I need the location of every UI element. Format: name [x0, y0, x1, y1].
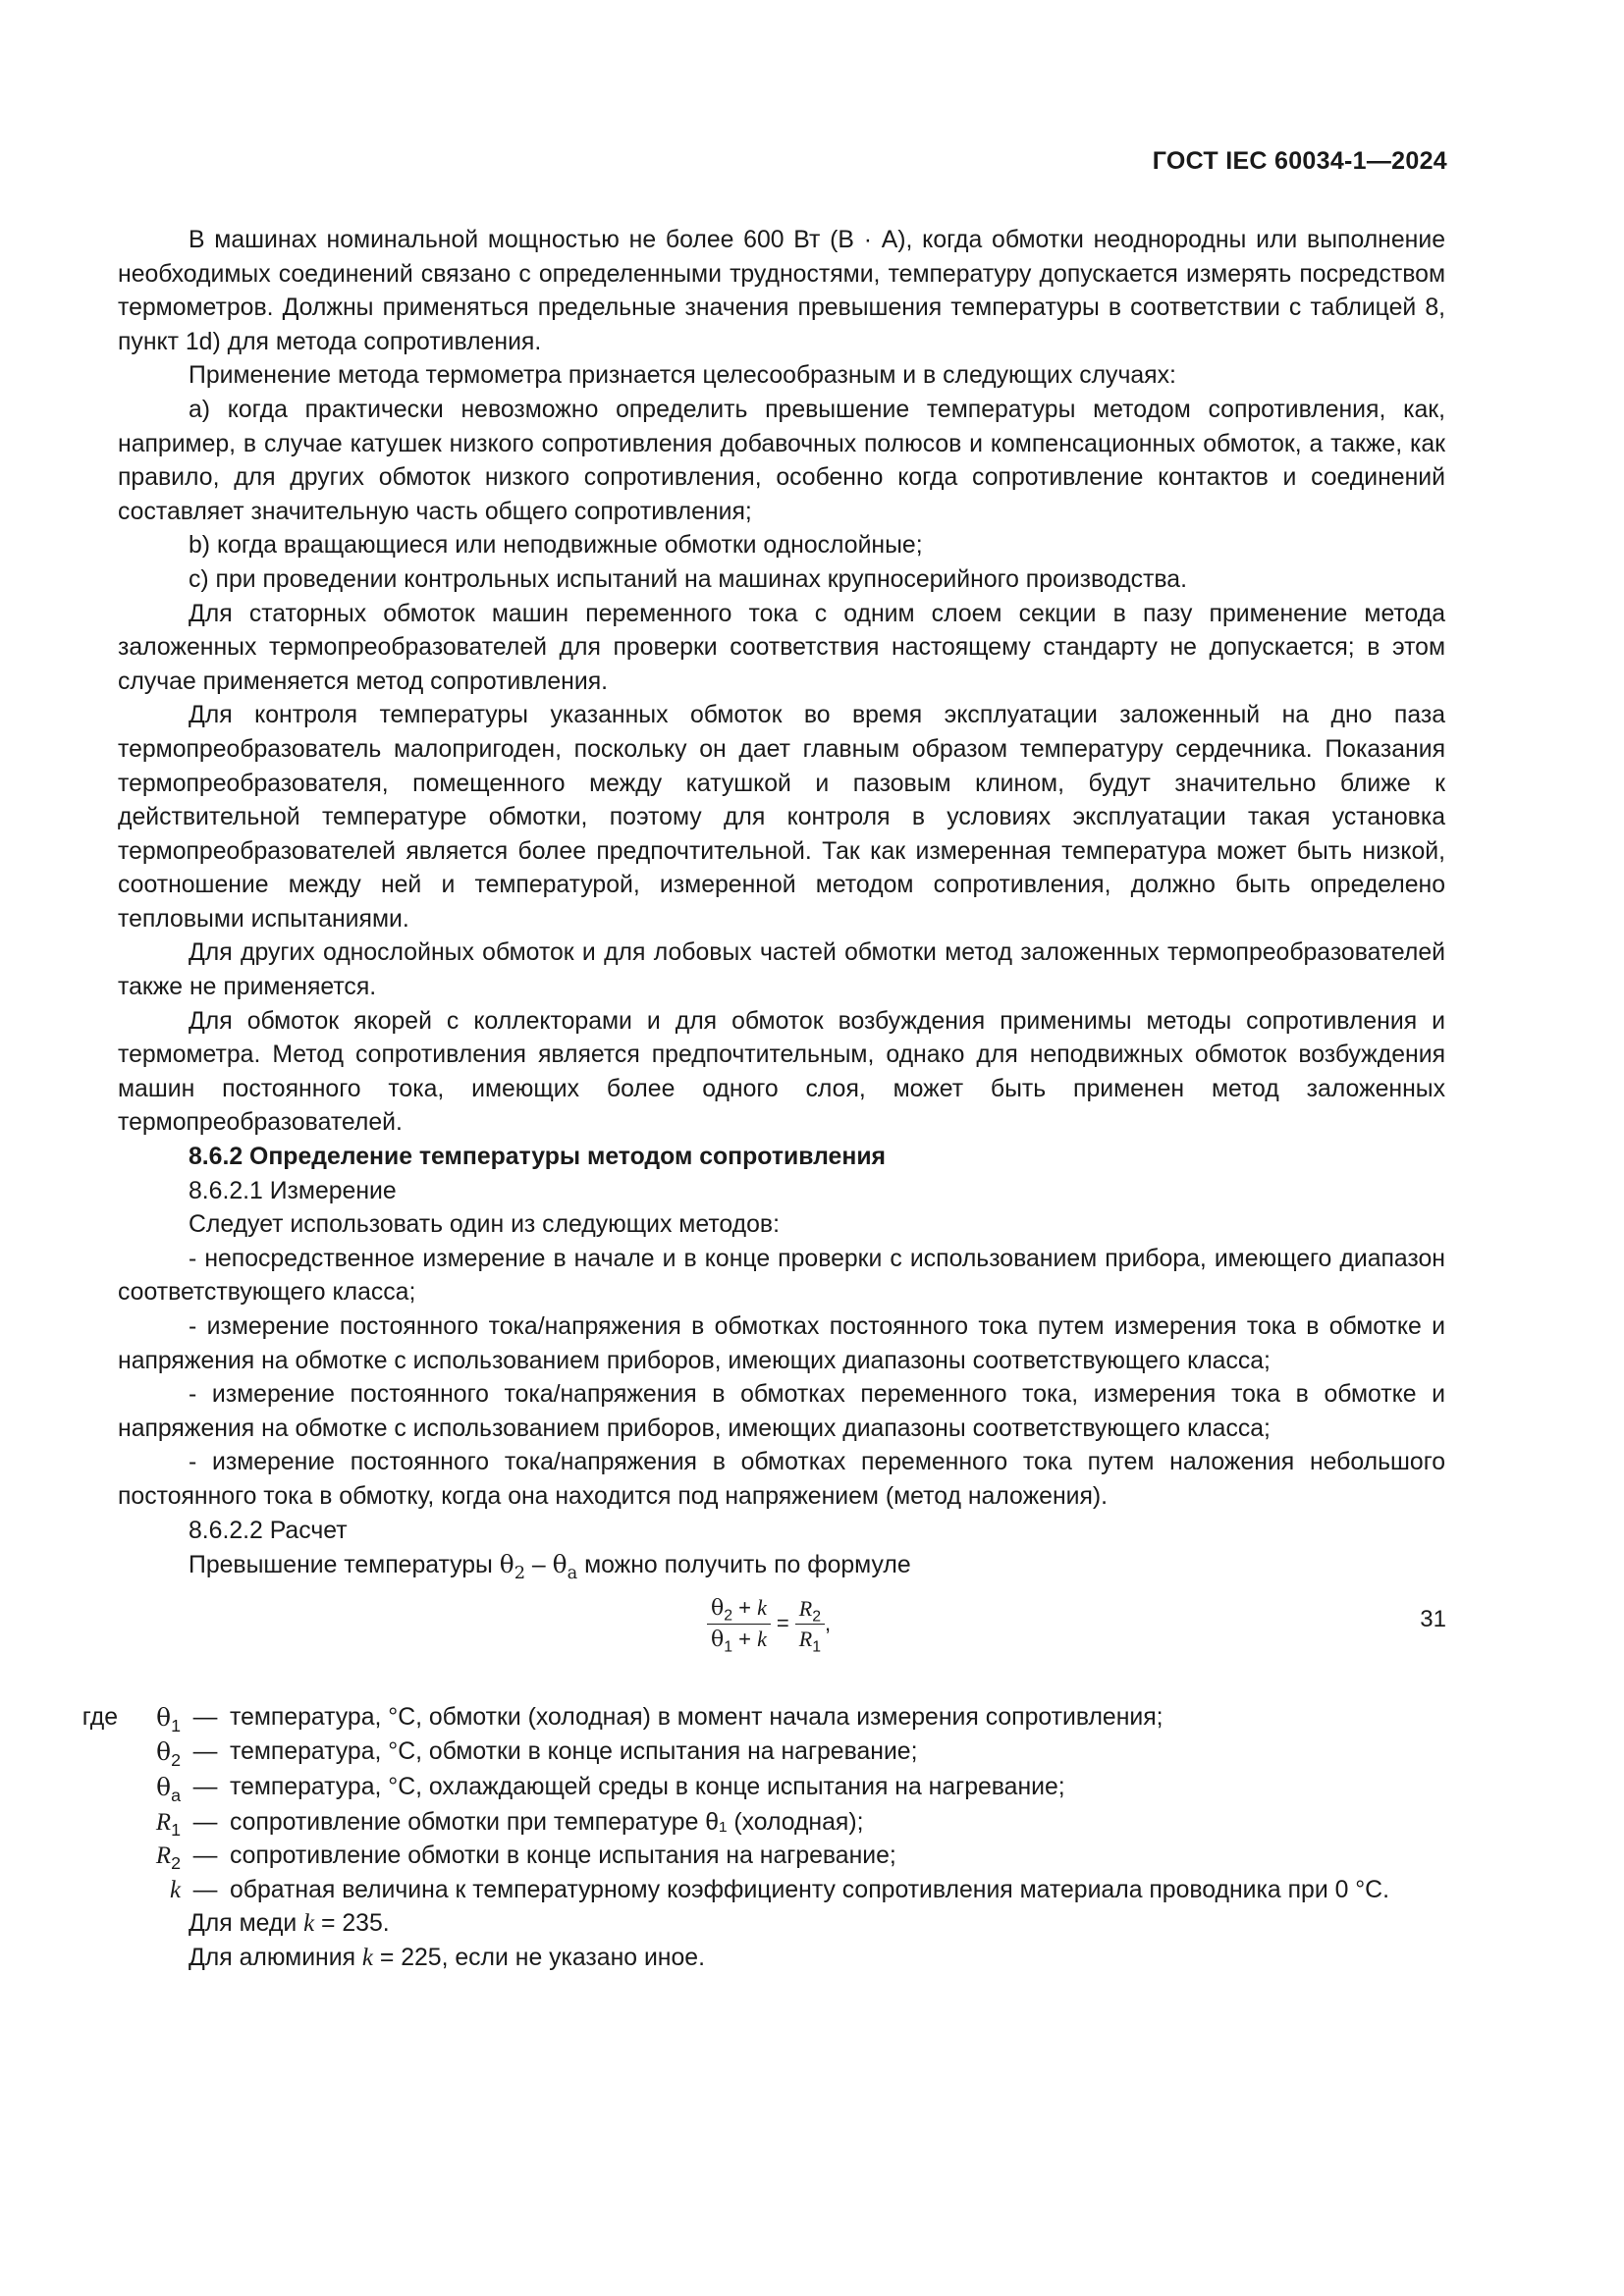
definition-dash: — [192, 1738, 218, 1766]
definition-item [118, 1840, 1445, 1874]
definition-dash: — [192, 1703, 218, 1731]
list-item: c) при проведении контрольных испытаний на машинах крупносерийного производства. [189, 565, 1187, 593]
formula-comma: , [825, 1610, 832, 1635]
definition-text: сопротивление обмотки в конце испытания на нагревание; [230, 1842, 896, 1870]
paragraph: Для обмоток якорей с коллекторами и для обмоток возбуждения применимы методы сопротивления и термометра. Метод сопротивления является предпочтительным, однако для неподвижных обмоток возбуждения машин постоянного тока, имеющих более одного слоя, может быть применен метод заложенных термопреобразователей. [118, 1007, 1445, 1137]
definition-dash: — [192, 1808, 218, 1836]
list-item: a) когда практически невозможно определить превышение температуры методом сопротивления, как, например, в случае катушек низкого сопротивления добавочных полюсов и компенсационных обмоток, а также, как правило, для других обмоток низкого сопротивления, особенно когда сопротивление контактов и соединений составляет значительную часть общего сопротивления; [118, 396, 1445, 525]
formula-right-fraction [795, 1594, 825, 1654]
formula-numerator: $R_2$ [795, 1594, 825, 1625]
definition-item [118, 1771, 1445, 1806]
section-heading: 8.6.2 Определение температуры методом сопротивления [189, 1144, 887, 1171]
subsection-heading: 8.6.2.1 Измерение [189, 1177, 397, 1204]
definition-item [118, 1735, 1445, 1771]
list-item: - измерение постоянного тока/напряжения в обмотках постоянного тока путем измерения тока в обмотке и напряжения на обмотке с использованием приборов, имеющих диапазоны соответствующего класса; [118, 1313, 1445, 1374]
page-number: 31 [1420, 1606, 1446, 1632]
definition-text: сопротивление обмотки при температуре θ₁ (холодная); [230, 1808, 864, 1836]
definition-dash: — [192, 1876, 218, 1903]
definition-symbol: $\theta_1$ [156, 1702, 181, 1735]
definition-item [118, 1806, 1445, 1841]
formula-left-fraction [707, 1593, 771, 1655]
definition-text: температура, °С, обмотки (холодная) в момент начала измерения сопротивления; [230, 1703, 1164, 1731]
paragraph: Следует использовать один из следующих методов: [189, 1211, 780, 1239]
definition-dash: — [192, 1842, 218, 1870]
formula-numerator: $\theta_2 + k$ [707, 1593, 771, 1625]
paragraph: Для контроля температуры указанных обмоток во время эксплуатации заложенный на дно паза термопреобразователь малопригоден, поскольку он дает главным образом температуру сердечника. Показания термопреобразователя, помещенного между катушкой и пазовым клином, будут значительно ближе к действительной температуре обмотки, поэтому для контроля в условиях эксплуатации такая установка термопреобразователей является более предпочтительной. Так как измеренная температура может быть низкой, соотношение между ней и температурой, измеренной методом сопротивления, должно быть определено тепловыми испытаниями. [118, 702, 1445, 933]
paragraph: Для статорных обмоток машин переменного тока с одним слоем секции в пазу применение метода заложенных термопреобразователей для проверки соответствия настоящему стандарту не допускается; в этом случае применяется метод сопротивления. [118, 600, 1445, 695]
definition-text: температура, °С, обмотки в конце испытания на нагревание; [230, 1738, 918, 1766]
definition-text: температура, °С, охлаждающей среды в конце испытания на нагревание; [230, 1773, 1065, 1800]
formula-equals: = [776, 1610, 789, 1635]
definition-item [118, 1874, 1445, 1908]
definition-dash: — [192, 1773, 218, 1800]
note-aluminium: Для алюминия k = 225, если не указано иное. [189, 1944, 705, 1971]
list-item: - непосредственное измерение в начале и в конце проверки с использованием прибора, имеющего диапазон соответствующего класса; [118, 1245, 1445, 1307]
definition-item [81, 1701, 1445, 1736]
note-copper: Для меди k = 235. [189, 1910, 390, 1938]
list-item: - измерение постоянного тока/напряжения в обмотках переменного тока, измерения тока в обмотке и напряжения на обмотке с использованием приборов, имеющих диапазоны соответствующего класса; [118, 1381, 1445, 1442]
paragraph: Применение метода термометра признается целесообразным и в следующих случаях: [189, 362, 1176, 390]
list-item: b) когда вращающиеся или неподвижные обмотки однослойные; [189, 532, 923, 560]
formula-expression [707, 1593, 831, 1655]
definition-symbol: $R_1$ [155, 1808, 181, 1840]
definition-symbol: k [169, 1876, 181, 1903]
paragraph: В машинах номинальной мощностью не более 600 Вт (В · А), когда обмотки неоднородны или выполнение необходимых соединений связано с определенными трудностями, температуру допускается измерять посредством термометров. Должны применяться предельные значения превышения температуры в соответствии с таблицей 8, пункт 1d) для метода сопротивления. [118, 227, 1445, 355]
formula-lead: Превышение температуры $\theta_2 - \theta_a$ можно получить по формуле [189, 1550, 911, 1584]
formula-denominator: $R_1$ [798, 1626, 822, 1656]
formula-denominator: $\theta_1 + k$ [711, 1626, 767, 1656]
definitions-prefix: где [81, 1703, 118, 1731]
definition-symbol: $\theta_a$ [156, 1772, 181, 1806]
page-content [81, 224, 1445, 1976]
definition-symbol: $R_2$ [155, 1842, 181, 1874]
definitions-list [81, 1701, 1445, 1908]
subsection-heading: 8.6.2.2 Расчет [189, 1517, 348, 1544]
definition-symbol: $\theta_2$ [156, 1737, 181, 1771]
paragraph: Для других однослойных обмоток и для лобовых частей обмотки метод заложенных термопреобразователей также не применяется. [118, 939, 1445, 1001]
list-item: - измерение постоянного тока/напряжения в обмотках переменного тока путем наложения небольшого постоянного тока в обмотку, когда она находится под напряжением (метод наложения). [118, 1449, 1445, 1510]
document-header: ГОСТ IEC 60034-1—2024 [1152, 147, 1447, 175]
formula [118, 1585, 1445, 1687]
definition-text: обратная величина к температурному коэффициенту сопротивления материала проводника при 0 °С. [230, 1876, 1389, 1903]
